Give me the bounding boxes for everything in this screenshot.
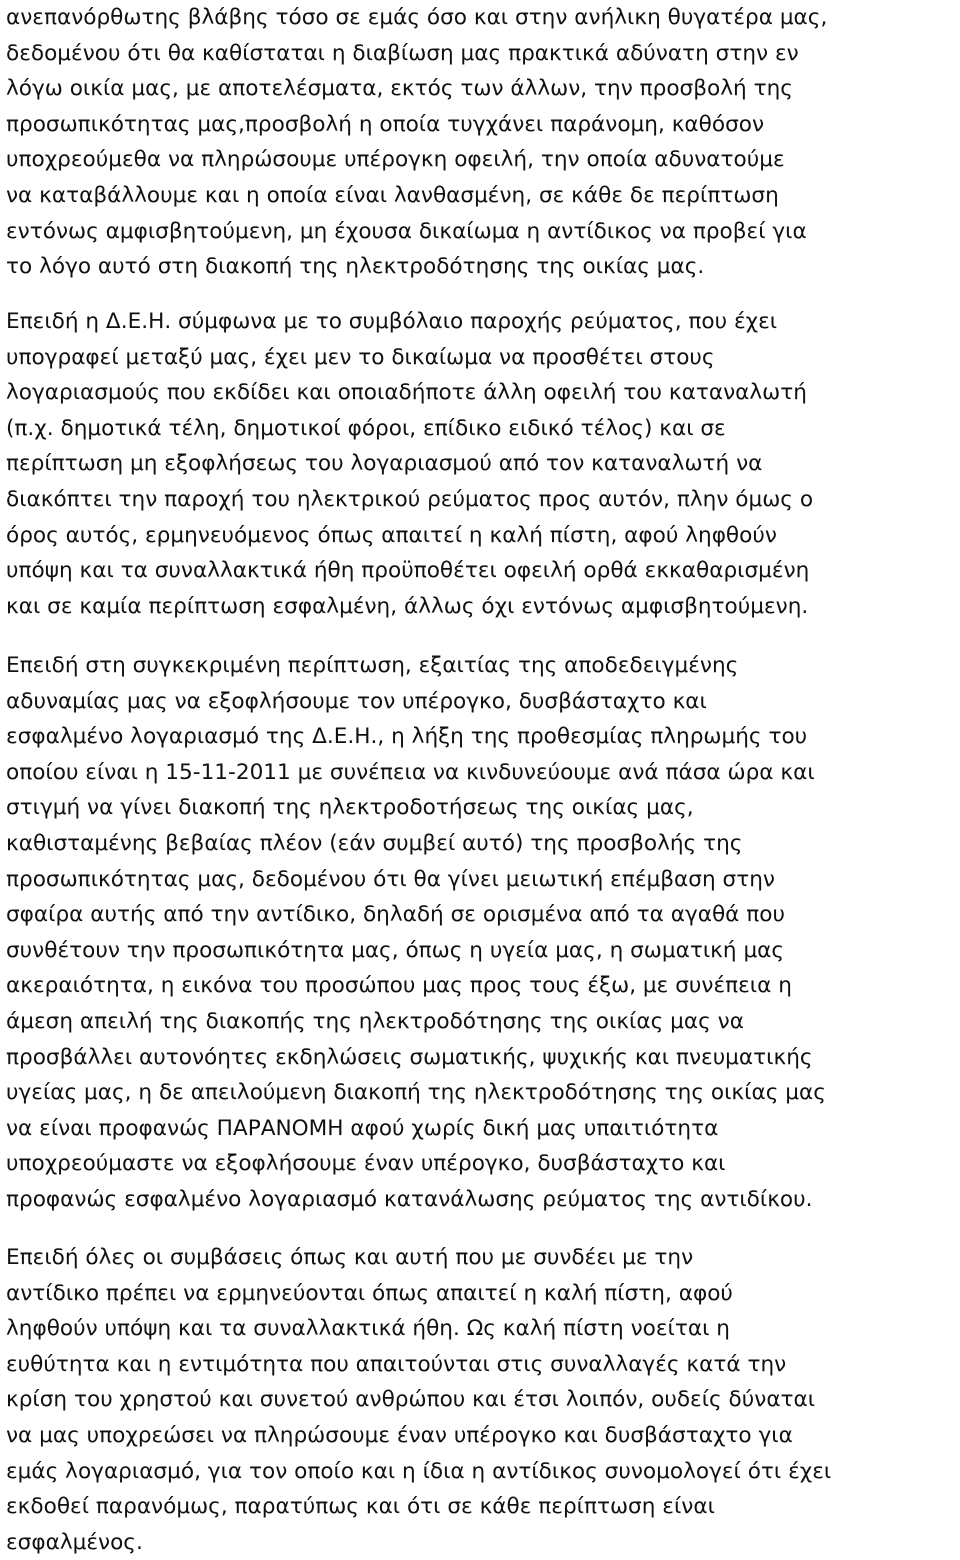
paragraph-risk-of-disconnection: Επειδή στη συγκεκριμένη περίπτωση, εξαιτίας της αποδεδειγμένης αδυναμίας μας να εξοφλήσουμε τον υπέρογκο, δυσβάσταχτο και εσφαλμένο λογαριασμό της Δ.Ε.Η., η λήξη της προθεσμίας πληρωμής του οποίου είναι η 15-11-2011 με συνέπεια να κινδυνεύουμε ανά πάσα ώρα και στιγμή να γίνει διακοπή της ηλεκτροδοτήσεως της οικίας μας, καθισταμένης βεβαίας πλέον (εάν συμβεί αυτό) της προσβολής της προσωπικότητας μας, δεδομένου ότι θα γίνει μειωτική επέμβαση στην σφαίρα αυτής από την αντίδικο, δηλαδή σε ορισμένα από τα αγαθά που συνθέτουν την προσωπικότητα μας, όπως η υγεία μας, η σωματική μας ακεραιότητα, η εικόνα του προσώπου μας προς τους έξω, με συνέπεια η άμεση απειλή της διακοπής της ηλεκτροδότησης της οικίας μας να προσβάλλει αυτονόητες εκδηλώσεις σωματικής, ψυχικής και πνευματικής υγείας μας, η δε απειλούμενη διακοπή της ηλεκτροδότησης της οικίας μας να είναι προφανώς ΠΑΡΑΝΟΜΗ αφού χωρίς δική μας υπαιτιότητα υποχρεούμαστε να εξοφλήσουμε έναν υπέρογκο, δυσβάσταχτο και προφανώς εσφαλμένο λογαριασμό κατανάλωσης ρεύματος της αντιδίκου. [6, 653, 826, 1212]
paragraph-good-faith: Επειδή όλες οι συμβάσεις όπως και αυτή που με συνδέει με την αντίδικο πρέπει να ερμηνεύονται όπως απαιτεί η καλή πίστη, αφού ληφθούν υπόψη και τα συναλλακτικά ήθη. Ως καλή πίστη νοείται η ευθύτητα και η εντιμότητα που απαιτούνται στις συναλλαγές κατά την κρίση του χρηστού και συνετού ανθρώπου και έτσι λοιπόν, ουδείς δύναται να μας υποχρεώσει να πληρώσουμε έναν υπέρογκο και δυσβάσταχτο για εμάς λογαριασμό, για τον οποίο και η ίδια η αντίδικος συνομολογεί ότι έχει εκδοθεί παρανόμως, παρατύπως και ότι σε κάθε περίπτωση είναι εσφαλμένος. [6, 1245, 832, 1555]
paragraph-dei-contract-terms: Επειδή η Δ.Ε.Η. σύμφωνα με το συμβόλαιο παροχής ρεύματος, που έχει υπογραφεί μεταξύ μας, έχει μεν το δικαίωμα να προσθέτει στους λογαριασμούς που εκδίδει και οποιαδήποτε άλλη οφειλή του καταναλωτή (π.χ. δημοτικά τέλη, δημοτικοί φόροι, επίδικο ειδικό τέλος) και σε περίπτωση μη εξοφλήσεως του λογαριασμού από τον καταναλωτή να διακόπτει την παροχή του ηλεκτρικού ρεύματος προς αυτόν, πλην όμως ο όρος αυτός, ερμηνευόμενος όπως απαιτεί η καλή πίστη, αφού ληφθούν υπόψη και τα συναλλακτικά ήθη προϋποθέτει οφειλή ορθά εκκαθαρισμένη και σε καμία περίπτωση εσφαλμένη, άλλως όχι εντόνως αμφισβητούμενη. [6, 309, 814, 619]
paragraph-damage-to-personality: ανεπανόρθωτης βλάβης τόσο σε εμάς όσο και στην ανήλικη θυγατέρα μας, δεδομένου ότι θα καθίσταται η διαβίωση μας πρακτικά αδύνατη στην εν λόγω οικία μας, με αποτελέσματα, εκτός των άλλων, την προσβολή της προσωπικότητας μας,προσβολή η οποία τυγχάνει παράνομη, καθόσον υποχρεούμεθα να πληρώσουμε υπέρογκη οφειλή, την οποία αδυνατούμε να καταβάλλουμε και η οποία είναι λανθασμένη, σε κάθε δε περίπτωση εντόνως αμφισβητούμενη, μη έχουσα δικαίωμα η αντίδικος να προβεί για το λόγο αυτό στη διακοπή της ηλεκτροδότησης της οικίας μας. [6, 5, 828, 280]
